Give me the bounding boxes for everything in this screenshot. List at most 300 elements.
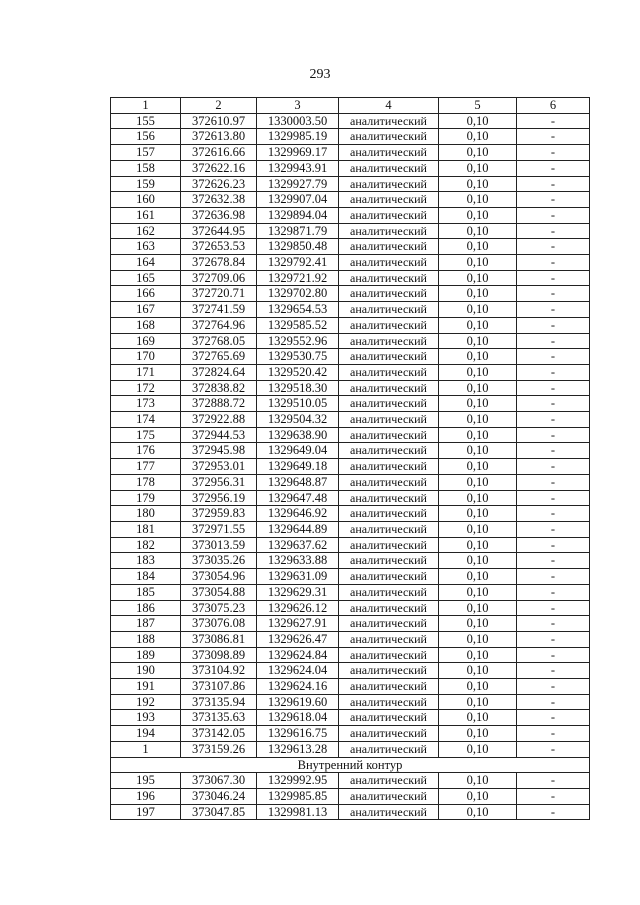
method-cell: аналитический [339, 160, 439, 176]
x-coordinate-cell: 373035.26 [181, 553, 257, 569]
point-number-cell: 181 [111, 521, 181, 537]
y-coordinate-cell: 1329626.47 [257, 631, 339, 647]
note-cell: - [517, 553, 590, 569]
table-header-row [111, 98, 590, 114]
y-coordinate-cell: 1329633.88 [257, 553, 339, 569]
point-number-cell: 163 [111, 239, 181, 255]
header-cell: 5 [439, 98, 517, 114]
point-number-cell: 176 [111, 443, 181, 459]
method-cell: аналитический [339, 113, 439, 129]
point-number-cell: 161 [111, 207, 181, 223]
method-cell: аналитический [339, 349, 439, 365]
point-number-cell: 190 [111, 663, 181, 679]
accuracy-cell: 0,10 [439, 349, 517, 365]
point-number-cell: 173 [111, 396, 181, 412]
method-cell: аналитический [339, 631, 439, 647]
x-coordinate-cell: 372922.88 [181, 412, 257, 428]
method-cell: аналитический [339, 773, 439, 789]
point-number-cell: 191 [111, 679, 181, 695]
note-cell: - [517, 537, 590, 553]
accuracy-cell: 0,10 [439, 223, 517, 239]
x-coordinate-cell: 373159.26 [181, 741, 257, 757]
header-cell: 6 [517, 98, 590, 114]
y-coordinate-cell: 1329619.60 [257, 694, 339, 710]
x-coordinate-cell: 373054.88 [181, 584, 257, 600]
x-coordinate-cell: 373046.24 [181, 788, 257, 804]
point-number-cell: 187 [111, 616, 181, 632]
y-coordinate-cell: 1329969.17 [257, 145, 339, 161]
accuracy-cell: 0,10 [439, 553, 517, 569]
note-cell: - [517, 773, 590, 789]
y-coordinate-cell: 1329792.41 [257, 255, 339, 271]
accuracy-cell: 0,10 [439, 427, 517, 443]
table-row [111, 788, 590, 804]
accuracy-cell: 0,10 [439, 192, 517, 208]
point-number-cell: 178 [111, 474, 181, 490]
note-cell: - [517, 788, 590, 804]
method-cell: аналитический [339, 412, 439, 428]
x-coordinate-cell: 373104.92 [181, 663, 257, 679]
point-number-cell: 182 [111, 537, 181, 553]
x-coordinate-cell: 373086.81 [181, 631, 257, 647]
accuracy-cell: 0,10 [439, 145, 517, 161]
x-coordinate-cell: 372636.98 [181, 207, 257, 223]
method-cell: аналитический [339, 788, 439, 804]
y-coordinate-cell: 1329631.09 [257, 569, 339, 585]
table-row [111, 553, 590, 569]
point-number-cell: 174 [111, 412, 181, 428]
method-cell: аналитический [339, 537, 439, 553]
table-row [111, 160, 590, 176]
x-coordinate-cell: 373098.89 [181, 647, 257, 663]
table-row [111, 396, 590, 412]
x-coordinate-cell: 373047.85 [181, 804, 257, 820]
accuracy-cell: 0,10 [439, 506, 517, 522]
y-coordinate-cell: 1329943.91 [257, 160, 339, 176]
x-coordinate-cell: 372768.05 [181, 333, 257, 349]
method-cell: аналитический [339, 616, 439, 632]
y-coordinate-cell: 1329871.79 [257, 223, 339, 239]
note-cell: - [517, 349, 590, 365]
point-number-cell: 168 [111, 317, 181, 333]
table-row [111, 207, 590, 223]
point-number-cell: 192 [111, 694, 181, 710]
x-coordinate-cell: 372953.01 [181, 459, 257, 475]
accuracy-cell: 0,10 [439, 113, 517, 129]
accuracy-cell: 0,10 [439, 129, 517, 145]
accuracy-cell: 0,10 [439, 679, 517, 695]
point-number-cell: 194 [111, 726, 181, 742]
table-row [111, 113, 590, 129]
y-coordinate-cell: 1329613.28 [257, 741, 339, 757]
x-coordinate-cell: 372945.98 [181, 443, 257, 459]
point-number-cell: 186 [111, 600, 181, 616]
note-cell: - [517, 160, 590, 176]
accuracy-cell: 0,10 [439, 616, 517, 632]
method-cell: аналитический [339, 741, 439, 757]
x-coordinate-cell: 373075.23 [181, 600, 257, 616]
accuracy-cell: 0,10 [439, 804, 517, 820]
accuracy-cell: 0,10 [439, 788, 517, 804]
note-cell: - [517, 286, 590, 302]
note-cell: - [517, 239, 590, 255]
method-cell: аналитический [339, 317, 439, 333]
header-cell: 1 [111, 98, 181, 114]
point-number-cell: 162 [111, 223, 181, 239]
x-coordinate-cell: 372626.23 [181, 176, 257, 192]
note-cell: - [517, 176, 590, 192]
table-row [111, 600, 590, 616]
note-cell: - [517, 223, 590, 239]
note-cell: - [517, 804, 590, 820]
table-row [111, 270, 590, 286]
y-coordinate-cell: 1329981.13 [257, 804, 339, 820]
note-cell: - [517, 741, 590, 757]
x-coordinate-cell: 372610.97 [181, 113, 257, 129]
method-cell: аналитический [339, 129, 439, 145]
note-cell: - [517, 726, 590, 742]
accuracy-cell: 0,10 [439, 412, 517, 428]
accuracy-cell: 0,10 [439, 710, 517, 726]
note-cell: - [517, 333, 590, 349]
method-cell: аналитический [339, 474, 439, 490]
accuracy-cell: 0,10 [439, 521, 517, 537]
x-coordinate-cell: 372888.72 [181, 396, 257, 412]
method-cell: аналитический [339, 490, 439, 506]
y-coordinate-cell: 1329907.04 [257, 192, 339, 208]
y-coordinate-cell: 1329850.48 [257, 239, 339, 255]
y-coordinate-cell: 1330003.50 [257, 113, 339, 129]
table-row [111, 694, 590, 710]
table-row [111, 616, 590, 632]
accuracy-cell: 0,10 [439, 584, 517, 600]
y-coordinate-cell: 1329702.80 [257, 286, 339, 302]
note-cell: - [517, 647, 590, 663]
x-coordinate-cell: 373067.30 [181, 773, 257, 789]
method-cell: аналитический [339, 553, 439, 569]
x-coordinate-cell: 372678.84 [181, 255, 257, 271]
x-coordinate-cell: 373107.86 [181, 679, 257, 695]
accuracy-cell: 0,10 [439, 631, 517, 647]
method-cell: аналитический [339, 333, 439, 349]
x-coordinate-cell: 372959.83 [181, 506, 257, 522]
table-row [111, 631, 590, 647]
method-cell: аналитический [339, 286, 439, 302]
method-cell: аналитический [339, 302, 439, 318]
page-number: 293 [309, 67, 331, 82]
method-cell: аналитический [339, 396, 439, 412]
x-coordinate-cell: 372613.80 [181, 129, 257, 145]
point-number-cell: 157 [111, 145, 181, 161]
note-cell: - [517, 459, 590, 475]
table-row [111, 176, 590, 192]
accuracy-cell: 0,10 [439, 474, 517, 490]
x-coordinate-cell: 372765.69 [181, 349, 257, 365]
accuracy-cell: 0,10 [439, 302, 517, 318]
table-row [111, 223, 590, 239]
x-coordinate-cell: 373054.96 [181, 569, 257, 585]
accuracy-cell: 0,10 [439, 741, 517, 757]
note-cell: - [517, 302, 590, 318]
method-cell: аналитический [339, 506, 439, 522]
accuracy-cell: 0,10 [439, 333, 517, 349]
note-cell: - [517, 663, 590, 679]
method-cell: аналитический [339, 726, 439, 742]
note-cell: - [517, 443, 590, 459]
table-row [111, 663, 590, 679]
method-cell: аналитический [339, 380, 439, 396]
y-coordinate-cell: 1329618.04 [257, 710, 339, 726]
point-number-cell: 155 [111, 113, 181, 129]
y-coordinate-cell: 1329627.91 [257, 616, 339, 632]
point-number-cell: 180 [111, 506, 181, 522]
y-coordinate-cell: 1329626.12 [257, 600, 339, 616]
accuracy-cell: 0,10 [439, 647, 517, 663]
point-number-cell: 175 [111, 427, 181, 443]
accuracy-cell: 0,10 [439, 317, 517, 333]
note-cell: - [517, 584, 590, 600]
method-cell: аналитический [339, 176, 439, 192]
header-cell: 3 [257, 98, 339, 114]
table-row [111, 145, 590, 161]
note-cell: - [517, 129, 590, 145]
y-coordinate-cell: 1329894.04 [257, 207, 339, 223]
note-cell: - [517, 113, 590, 129]
y-coordinate-cell: 1329646.92 [257, 506, 339, 522]
accuracy-cell: 0,10 [439, 443, 517, 459]
point-number-cell: 156 [111, 129, 181, 145]
point-number-cell: 171 [111, 364, 181, 380]
x-coordinate-cell: 372653.53 [181, 239, 257, 255]
note-cell: - [517, 427, 590, 443]
accuracy-cell: 0,10 [439, 364, 517, 380]
point-number-cell: 177 [111, 459, 181, 475]
y-coordinate-cell: 1329638.90 [257, 427, 339, 443]
method-cell: аналитический [339, 710, 439, 726]
x-coordinate-cell: 372824.64 [181, 364, 257, 380]
accuracy-cell: 0,10 [439, 239, 517, 255]
point-number-cell: 188 [111, 631, 181, 647]
section-title: Внутренний контур [111, 757, 590, 773]
y-coordinate-cell: 1329649.04 [257, 443, 339, 459]
accuracy-cell: 0,10 [439, 286, 517, 302]
x-coordinate-cell: 373013.59 [181, 537, 257, 553]
y-coordinate-cell: 1329530.75 [257, 349, 339, 365]
method-cell: аналитический [339, 804, 439, 820]
point-number-cell: 189 [111, 647, 181, 663]
note-cell: - [517, 364, 590, 380]
accuracy-cell: 0,10 [439, 600, 517, 616]
method-cell: аналитический [339, 145, 439, 161]
note-cell: - [517, 506, 590, 522]
table-row [111, 537, 590, 553]
note-cell: - [517, 255, 590, 271]
table-row [111, 584, 590, 600]
x-coordinate-cell: 372644.95 [181, 223, 257, 239]
table-row [111, 192, 590, 208]
point-number-cell: 184 [111, 569, 181, 585]
note-cell: - [517, 569, 590, 585]
point-number-cell: 158 [111, 160, 181, 176]
point-number-cell: 167 [111, 302, 181, 318]
note-cell: - [517, 192, 590, 208]
table-row [111, 255, 590, 271]
table-row [111, 380, 590, 396]
y-coordinate-cell: 1329624.04 [257, 663, 339, 679]
x-coordinate-cell: 372956.19 [181, 490, 257, 506]
point-number-cell: 196 [111, 788, 181, 804]
accuracy-cell: 0,10 [439, 726, 517, 742]
y-coordinate-cell: 1329629.31 [257, 584, 339, 600]
y-coordinate-cell: 1329992.95 [257, 773, 339, 789]
note-cell: - [517, 631, 590, 647]
x-coordinate-cell: 372764.96 [181, 317, 257, 333]
y-coordinate-cell: 1329624.16 [257, 679, 339, 695]
note-cell: - [517, 317, 590, 333]
method-cell: аналитический [339, 459, 439, 475]
note-cell: - [517, 270, 590, 286]
table-row [111, 412, 590, 428]
accuracy-cell: 0,10 [439, 396, 517, 412]
y-coordinate-cell: 1329518.30 [257, 380, 339, 396]
method-cell: аналитический [339, 239, 439, 255]
y-coordinate-cell: 1329624.84 [257, 647, 339, 663]
y-coordinate-cell: 1329985.19 [257, 129, 339, 145]
table-row [111, 129, 590, 145]
table-row [111, 459, 590, 475]
note-cell: - [517, 616, 590, 632]
x-coordinate-cell: 372971.55 [181, 521, 257, 537]
note-cell: - [517, 145, 590, 161]
y-coordinate-cell: 1329647.48 [257, 490, 339, 506]
x-coordinate-cell: 372838.82 [181, 380, 257, 396]
coordinates-table [110, 97, 590, 820]
x-coordinate-cell: 372616.66 [181, 145, 257, 161]
method-cell: аналитический [339, 584, 439, 600]
table-row [111, 349, 590, 365]
table-row [111, 286, 590, 302]
table-row [111, 490, 590, 506]
note-cell: - [517, 710, 590, 726]
point-number-cell: 160 [111, 192, 181, 208]
note-cell: - [517, 412, 590, 428]
x-coordinate-cell: 373135.94 [181, 694, 257, 710]
table-row [111, 773, 590, 789]
note-cell: - [517, 474, 590, 490]
accuracy-cell: 0,10 [439, 176, 517, 192]
note-cell: - [517, 380, 590, 396]
table-row [111, 474, 590, 490]
table-row [111, 804, 590, 820]
table-row [111, 679, 590, 695]
method-cell: аналитический [339, 192, 439, 208]
table-row [111, 427, 590, 443]
y-coordinate-cell: 1329644.89 [257, 521, 339, 537]
accuracy-cell: 0,10 [439, 663, 517, 679]
table-row [111, 506, 590, 522]
y-coordinate-cell: 1329552.96 [257, 333, 339, 349]
x-coordinate-cell: 372944.53 [181, 427, 257, 443]
x-coordinate-cell: 372622.16 [181, 160, 257, 176]
accuracy-cell: 0,10 [439, 773, 517, 789]
point-number-cell: 183 [111, 553, 181, 569]
x-coordinate-cell: 372709.06 [181, 270, 257, 286]
table-row [111, 647, 590, 663]
method-cell: аналитический [339, 255, 439, 271]
method-cell: аналитический [339, 694, 439, 710]
point-number-cell: 166 [111, 286, 181, 302]
accuracy-cell: 0,10 [439, 255, 517, 271]
note-cell: - [517, 600, 590, 616]
note-cell: - [517, 694, 590, 710]
y-coordinate-cell: 1329504.32 [257, 412, 339, 428]
accuracy-cell: 0,10 [439, 694, 517, 710]
table-row [111, 317, 590, 333]
table-row [111, 364, 590, 380]
y-coordinate-cell: 1329648.87 [257, 474, 339, 490]
point-number-cell: 172 [111, 380, 181, 396]
method-cell: аналитический [339, 364, 439, 380]
x-coordinate-cell: 372720.71 [181, 286, 257, 302]
x-coordinate-cell: 373076.08 [181, 616, 257, 632]
point-number-cell: 179 [111, 490, 181, 506]
note-cell: - [517, 490, 590, 506]
y-coordinate-cell: 1329721.92 [257, 270, 339, 286]
method-cell: аналитический [339, 223, 439, 239]
point-number-cell: 195 [111, 773, 181, 789]
point-number-cell: 193 [111, 710, 181, 726]
accuracy-cell: 0,10 [439, 459, 517, 475]
note-cell: - [517, 396, 590, 412]
x-coordinate-cell: 372956.31 [181, 474, 257, 490]
table-row [111, 569, 590, 585]
table-row [111, 239, 590, 255]
accuracy-cell: 0,10 [439, 160, 517, 176]
accuracy-cell: 0,10 [439, 490, 517, 506]
accuracy-cell: 0,10 [439, 270, 517, 286]
method-cell: аналитический [339, 427, 439, 443]
method-cell: аналитический [339, 600, 439, 616]
x-coordinate-cell: 372741.59 [181, 302, 257, 318]
y-coordinate-cell: 1329616.75 [257, 726, 339, 742]
method-cell: аналитический [339, 569, 439, 585]
method-cell: аналитический [339, 443, 439, 459]
method-cell: аналитический [339, 679, 439, 695]
point-number-cell: 170 [111, 349, 181, 365]
method-cell: аналитический [339, 647, 439, 663]
y-coordinate-cell: 1329510.05 [257, 396, 339, 412]
point-number-cell: 169 [111, 333, 181, 349]
note-cell: - [517, 679, 590, 695]
x-coordinate-cell: 373135.63 [181, 710, 257, 726]
table-body [111, 98, 590, 820]
point-number-cell: 165 [111, 270, 181, 286]
note-cell: - [517, 521, 590, 537]
note-cell: - [517, 207, 590, 223]
table-row [111, 741, 590, 757]
point-number-cell: 185 [111, 584, 181, 600]
table-row [111, 521, 590, 537]
table-row [111, 302, 590, 318]
accuracy-cell: 0,10 [439, 537, 517, 553]
table-row [111, 443, 590, 459]
table-row [111, 333, 590, 349]
header-cell: 2 [181, 98, 257, 114]
method-cell: аналитический [339, 663, 439, 679]
method-cell: аналитический [339, 521, 439, 537]
point-number-cell: 159 [111, 176, 181, 192]
table-row [111, 710, 590, 726]
